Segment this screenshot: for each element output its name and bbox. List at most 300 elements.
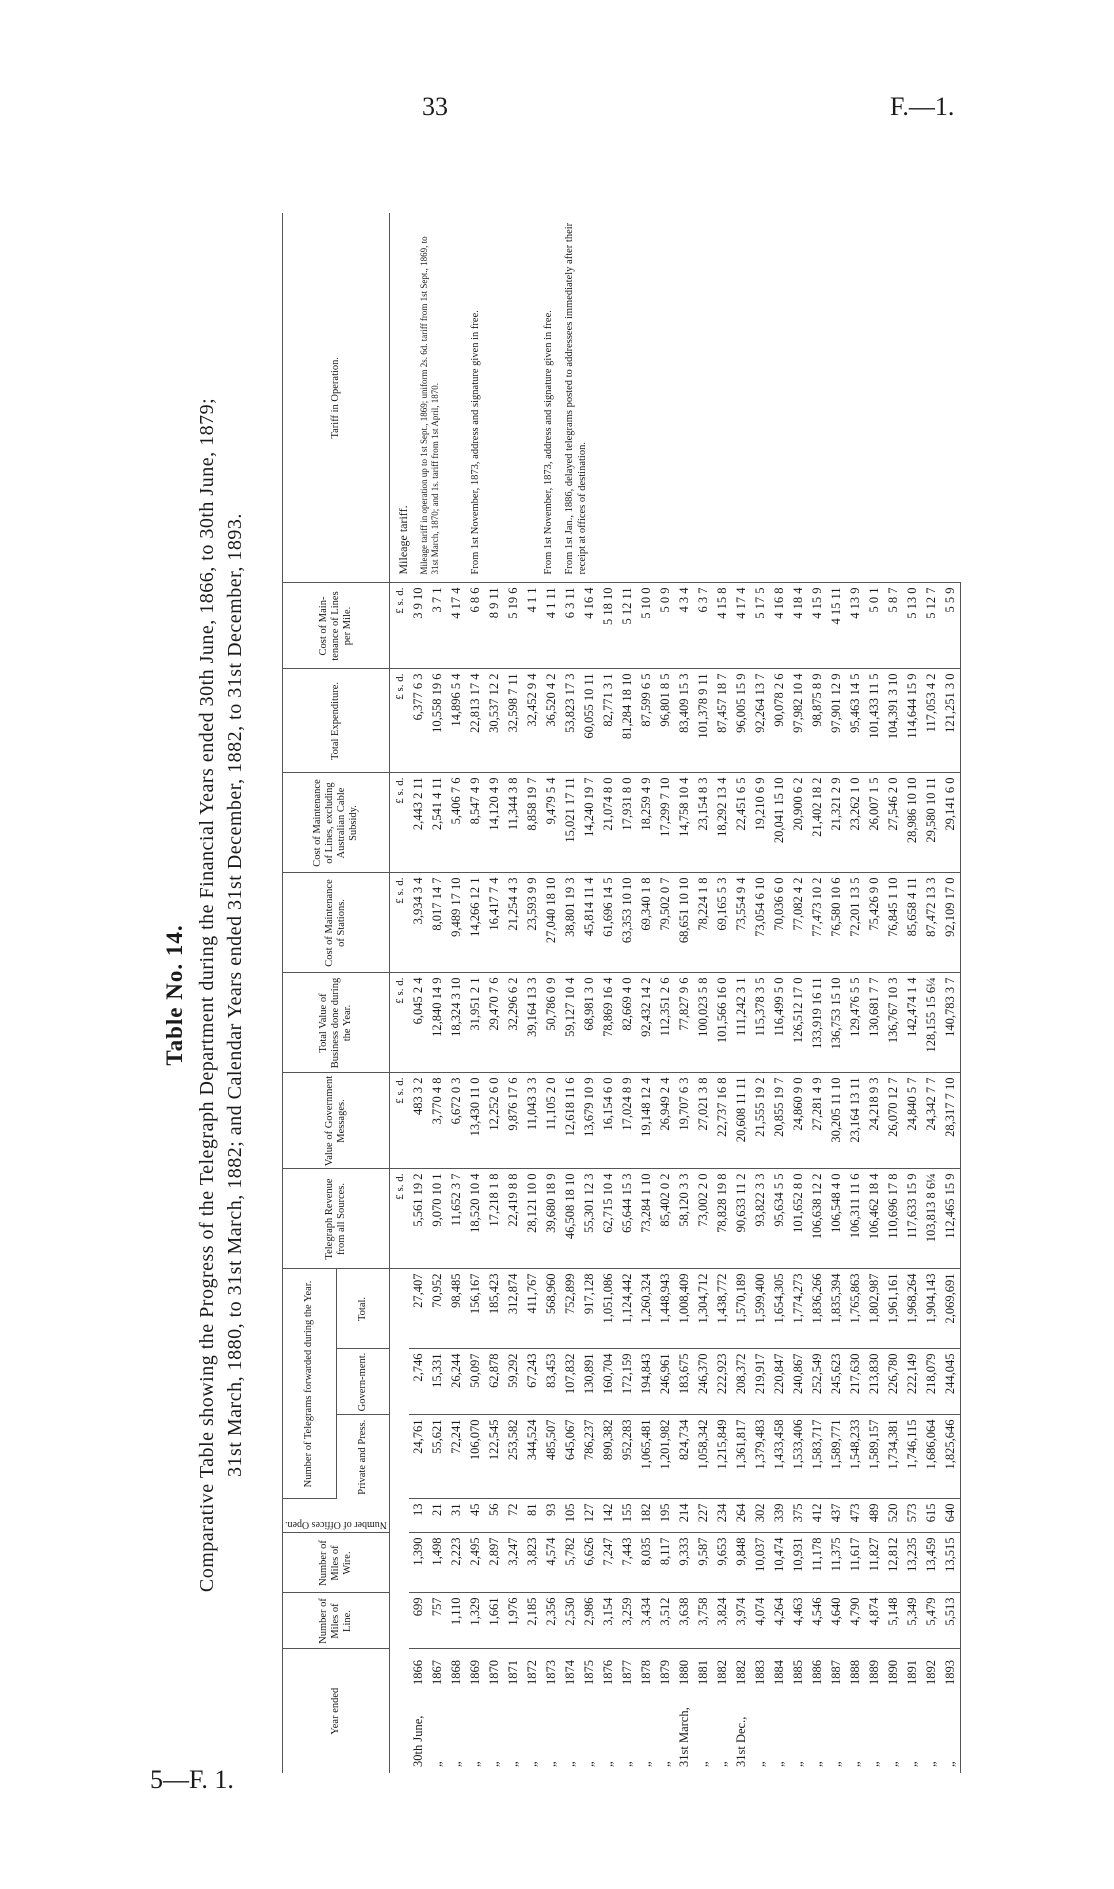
cell-miles-line: 5,148 — [884, 1593, 903, 1649]
year-ended-cell — [428, 1649, 447, 1773]
header-cost-per-mile: Cost of Main-tenance of Lines per Mile. — [283, 583, 390, 669]
cell-revenue: 62,715 10 4 — [599, 1169, 618, 1269]
cell-total: 98,485 — [447, 1269, 466, 1349]
period-label: „ — [753, 1761, 768, 1767]
cell-cost-per-mile: 4 15 11 — [827, 583, 846, 669]
year-value: 1876 — [601, 1660, 616, 1685]
cell-miles-line: 4,074 — [751, 1593, 770, 1649]
cell-offices: 473 — [846, 1499, 865, 1533]
cell-miles-wire: 5,782 — [561, 1533, 580, 1593]
cell-total-expenditure: 96,801 8 5 — [656, 669, 675, 773]
cell-miles-wire: 1,390 — [409, 1533, 428, 1593]
cell-government-value: 12,618 11 6 — [561, 1073, 580, 1169]
year-value: 1891 — [905, 1660, 920, 1685]
cell-government-value: 16,154 6 0 — [599, 1073, 618, 1169]
cell-government: 160,704 — [599, 1349, 618, 1415]
cell-total-expenditure: 87,457 18 7 — [713, 669, 732, 773]
cell-government: 246,961 — [656, 1349, 675, 1415]
units-label: £ s. d. — [390, 583, 410, 669]
year-ended-cell — [485, 1649, 504, 1773]
cell-cost-lines: 22,451 6 5 — [732, 773, 751, 873]
cell-private-press: 786,237 — [580, 1415, 599, 1499]
cell-miles-wire: 13,235 — [903, 1533, 922, 1593]
cell-private-press: 72,241 — [447, 1415, 466, 1499]
cell-business-value: 136,767 10 3 — [884, 973, 903, 1073]
cell-miles-line: 4,546 — [808, 1593, 827, 1649]
cell-offices: 195 — [656, 1499, 675, 1533]
cell-total: 1,124,442 — [618, 1269, 637, 1349]
cell-offices: 127 — [580, 1499, 599, 1533]
cell-cost-stations: 85,658 4 11 — [903, 873, 922, 973]
cell-offices: 56 — [485, 1499, 504, 1533]
year-value: 1875 — [582, 1660, 597, 1685]
cell-total: 917,128 — [580, 1269, 599, 1349]
year-ended-cell — [732, 1649, 751, 1773]
cell-business-value: 130,681 7 7 — [865, 973, 884, 1073]
header-total: Total. — [336, 1269, 390, 1349]
cell-miles-wire: 7,443 — [618, 1533, 637, 1593]
cell-government-value: 21,555 19 2 — [751, 1073, 770, 1169]
cell-revenue: 46,508 18 10 — [561, 1169, 580, 1269]
tariff-note-5: From 1st Jan., 1886, delayed telegrams posted to addressees immediately after their receipt at offices of destination. — [564, 222, 589, 575]
cell-private-press: 1,589,157 — [865, 1415, 884, 1499]
cell-revenue: 9,070 10 1 — [428, 1169, 447, 1269]
cell-miles-line: 4,463 — [789, 1593, 808, 1649]
cell-cost-stations: 63,353 10 10 — [618, 873, 637, 973]
cell-miles-wire: 12,812 — [884, 1533, 903, 1593]
cell-cost-lines: 20,041 15 10 — [770, 773, 789, 873]
cell-miles-line: 699 — [409, 1593, 428, 1649]
cell-cost-lines: 14,758 10 4 — [675, 773, 694, 873]
cell-revenue: 101,652 8 0 — [789, 1169, 808, 1269]
cell-cost-stations: 79,502 0 7 — [656, 873, 675, 973]
cell-offices: 234 — [713, 1499, 732, 1533]
cell-government: 246,370 — [694, 1349, 713, 1415]
cell-cost-lines: 11,344 3 8 — [504, 773, 523, 873]
cell-cost-lines: 15,021 17 11 — [561, 773, 580, 873]
cell-government: 208,372 — [732, 1349, 751, 1415]
header-revenue: Telegraph Revenue from all Sources. — [283, 1169, 390, 1269]
cell-total-expenditure: 32,452 9 4 — [523, 669, 542, 773]
cell-government: 107,832 — [561, 1349, 580, 1415]
year-value: 1888 — [848, 1660, 863, 1685]
cell-cost-per-mile: 5 10 0 — [637, 583, 656, 669]
cell-revenue: 73,284 1 10 — [637, 1169, 656, 1269]
cell-cost-stations: 8,017 14 7 — [428, 873, 447, 973]
cell-government: 217,630 — [846, 1349, 865, 1415]
cell-miles-line: 5,349 — [903, 1593, 922, 1649]
cell-miles-wire: 10,931 — [789, 1533, 808, 1593]
cell-cost-per-mile: 5 19 6 — [504, 583, 523, 669]
cell-total-expenditure: 6,377 6 3 — [409, 669, 428, 773]
cell-government-value: 27,281 4 9 — [808, 1073, 827, 1169]
cell-miles-wire: 3,247 — [504, 1533, 523, 1593]
cell-miles-line: 3,824 — [713, 1593, 732, 1649]
table-body — [390, 213, 961, 1773]
cell-total-expenditure: 14,896 5 4 — [447, 669, 466, 773]
cell-private-press: 1,734,381 — [884, 1415, 903, 1499]
cell-private-press: 1,201,982 — [656, 1415, 675, 1499]
cell-revenue: 90,633 11 2 — [732, 1169, 751, 1269]
cell-total: 1,599,400 — [751, 1269, 770, 1349]
header-offices — [283, 1499, 390, 1533]
cell-offices: 489 — [865, 1499, 884, 1533]
period-label: 31st March, — [677, 1707, 692, 1767]
units-spacer — [390, 1269, 410, 1773]
cell-total: 1,304,712 — [694, 1269, 713, 1349]
cell-cost-lines: 29,141 6 0 — [941, 773, 961, 873]
cell-miles-wire: 9,333 — [675, 1533, 694, 1593]
cell-offices: 640 — [941, 1499, 961, 1533]
year-value: 1887 — [829, 1660, 844, 1685]
year-value: 1878 — [639, 1660, 654, 1685]
cell-offices: 573 — [903, 1499, 922, 1533]
cell-government-value: 23,164 13 11 — [846, 1073, 865, 1169]
cell-business-value: 111,242 3 1 — [732, 973, 751, 1073]
cell-cost-lines: 17,931 8 0 — [618, 773, 637, 873]
cell-cost-stations: 16,417 7 4 — [485, 873, 504, 973]
year-value: 1877 — [620, 1660, 635, 1685]
cell-cost-stations: 14,266 12 1 — [466, 873, 485, 973]
cell-government-value: 13,430 11 0 — [466, 1073, 485, 1169]
year-ended-cell — [637, 1649, 656, 1773]
period-label: „ — [810, 1761, 825, 1767]
header-miles-line: Number of Miles of Line. — [283, 1593, 390, 1649]
year-ended-cell — [941, 1649, 961, 1773]
cell-offices: 264 — [732, 1499, 751, 1533]
cell-private-press: 253,582 — [504, 1415, 523, 1499]
cell-government-value: 483 3 2 — [409, 1073, 428, 1169]
cell-total-expenditure: 30,537 12 2 — [485, 669, 504, 773]
period-label: „ — [848, 1761, 863, 1767]
cell-total-expenditure: 95,463 14 5 — [846, 669, 865, 773]
cell-government: 252,549 — [808, 1349, 827, 1415]
cell-offices: 182 — [637, 1499, 656, 1533]
cell-cost-per-mile: 4 13 9 — [846, 583, 865, 669]
cell-total-expenditure: 32,598 7 11 — [504, 669, 523, 773]
cell-cost-lines: 23,154 8 3 — [694, 773, 713, 873]
cell-private-press: 344,524 — [523, 1415, 542, 1499]
header-cost-stations: Cost of Maintenance of Stations. — [283, 873, 390, 973]
cell-government: 222,149 — [903, 1349, 922, 1415]
cell-revenue: 112,465 15 9 — [941, 1169, 961, 1269]
period-label: 31st Dec., — [734, 1716, 749, 1767]
cell-total-expenditure: 60,055 10 11 — [580, 669, 599, 773]
cell-government: 130,891 — [580, 1349, 599, 1415]
cell-business-value: 77,827 9 6 — [675, 973, 694, 1073]
year-ended-cell — [884, 1649, 903, 1773]
table-title-line-2: 31st March, 1880, to 31st March, 1882; and Calendar Years ended 31st December, 1882, to 31st December, 1893. — [224, 513, 246, 1477]
cell-offices: 302 — [751, 1499, 770, 1533]
cell-government: 183,675 — [675, 1349, 694, 1415]
header-government-value: Value of Government Messages. — [283, 1073, 390, 1169]
cell-cost-stations: 38,801 19 3 — [561, 873, 580, 973]
cell-miles-line: 1,661 — [485, 1593, 504, 1649]
cell-total-expenditure: 53,823 17 3 — [561, 669, 580, 773]
cell-business-value: 32,296 6 2 — [504, 973, 523, 1073]
year-ended-cell — [865, 1649, 884, 1773]
year-value: 1893 — [943, 1660, 958, 1685]
cell-cost-stations: 23,593 9 9 — [523, 873, 542, 973]
cell-government-value: 22,737 16 8 — [713, 1073, 732, 1169]
page-number: 33 — [422, 92, 448, 121]
cell-miles-line: 2,986 — [580, 1593, 599, 1649]
cell-business-value: 100,023 5 8 — [694, 973, 713, 1073]
cell-cost-per-mile: 4 1 11 — [542, 583, 561, 669]
header-tariff: Tariff in Operation. — [283, 213, 390, 583]
cell-cost-lines: 27,546 2 0 — [884, 773, 903, 873]
year-value: 1870 — [487, 1660, 502, 1685]
cell-revenue: 58,120 3 3 — [675, 1169, 694, 1269]
cell-cost-lines: 29,580 10 11 — [922, 773, 941, 873]
cell-cost-stations: 76,580 10 6 — [827, 873, 846, 973]
year-ended-cell — [656, 1649, 675, 1773]
cell-cost-stations: 73,554 9 4 — [732, 873, 751, 973]
year-value: 1873 — [544, 1660, 559, 1685]
cell-business-value: 140,783 3 7 — [941, 973, 961, 1073]
sheet-mark: 5—F. 1. — [150, 1765, 234, 1794]
cell-cost-per-mile: 5 5 9 — [941, 583, 961, 669]
cell-cost-stations: 75,426 9 0 — [865, 873, 884, 973]
cell-cost-stations: 87,472 13 3 — [922, 873, 941, 973]
period-label: „ — [430, 1761, 445, 1767]
cell-cost-per-mile: 4 17 4 — [447, 583, 466, 669]
header-miles-wire: Number of Miles of Wire. — [283, 1533, 390, 1593]
cell-cost-per-mile: 4 1 1 — [523, 583, 542, 669]
period-label: „ — [544, 1761, 559, 1767]
cell-total: 70,952 — [428, 1269, 447, 1349]
cell-total: 1,051,086 — [599, 1269, 618, 1349]
cell-government-value: 11,043 3 3 — [523, 1073, 542, 1169]
cell-business-value: 133,919 16 11 — [808, 973, 827, 1073]
cell-total: 1,448,943 — [656, 1269, 675, 1349]
cell-miles-wire: 4,574 — [542, 1533, 561, 1593]
cell-miles-line: 3,512 — [656, 1593, 675, 1649]
cell-government: 172,159 — [618, 1349, 637, 1415]
cell-cost-stations: 73,054 6 10 — [751, 873, 770, 973]
period-label: „ — [601, 1761, 616, 1767]
header-total-expenditure: Total Expenditure. — [283, 669, 390, 773]
cell-total-expenditure: 36,520 4 2 — [542, 669, 561, 773]
cell-total-expenditure: 83,409 15 3 — [675, 669, 694, 773]
cell-cost-stations: 72,201 13 5 — [846, 873, 865, 973]
cell-private-press: 1,686,064 — [922, 1415, 941, 1499]
year-value: 1871 — [506, 1660, 521, 1685]
cell-government: 213,830 — [865, 1349, 884, 1415]
cell-miles-line: 1,976 — [504, 1593, 523, 1649]
cell-miles-wire: 1,498 — [428, 1533, 447, 1593]
cell-private-press: 106,070 — [466, 1415, 485, 1499]
cell-offices: 21 — [428, 1499, 447, 1533]
header-cost-lines: Cost of Maintenance of Lines, excluding Australian Cable Subsidy. — [283, 773, 390, 873]
cell-business-value: 6,045 2 4 — [409, 973, 428, 1073]
cell-total: 27,407 — [409, 1269, 428, 1349]
cell-total: 1,765,863 — [846, 1269, 865, 1349]
period-label: „ — [791, 1761, 806, 1767]
period-label: „ — [658, 1761, 673, 1767]
cell-miles-wire: 11,617 — [846, 1533, 865, 1593]
cell-business-value: 101,566 16 0 — [713, 973, 732, 1073]
cell-offices: 45 — [466, 1499, 485, 1533]
cell-cost-lines: 18,292 13 4 — [713, 773, 732, 873]
year-value: 1879 — [658, 1660, 673, 1685]
cell-government-value: 26,070 12 7 — [884, 1073, 903, 1169]
cell-cost-per-mile: 6 3 7 — [694, 583, 713, 669]
tariff-note-1: Mileage tariff. — [396, 505, 411, 575]
cell-miles-line: 3,638 — [675, 1593, 694, 1649]
year-ended-cell — [504, 1649, 523, 1773]
year-value: 1889 — [867, 1660, 882, 1685]
cell-business-value: 50,786 0 9 — [542, 973, 561, 1073]
cell-private-press: 485,507 — [542, 1415, 561, 1499]
year-ended-cell — [694, 1649, 713, 1773]
cell-total: 1,836,266 — [808, 1269, 827, 1349]
units-label: £ s. d. — [390, 1073, 410, 1169]
cell-government-value: 24,218 9 3 — [865, 1073, 884, 1169]
cell-miles-line: 4,640 — [827, 1593, 846, 1649]
cell-government-value: 30,205 11 10 — [827, 1073, 846, 1169]
cell-private-press: 1,583,717 — [808, 1415, 827, 1499]
cell-offices: 31 — [447, 1499, 466, 1533]
cell-total: 1,961,161 — [884, 1269, 903, 1349]
year-ended-cell — [409, 1649, 428, 1773]
cell-business-value: 18,324 3 10 — [447, 973, 466, 1073]
year-ended-cell — [751, 1649, 770, 1773]
cell-revenue: 95,634 5 5 — [770, 1169, 789, 1269]
cell-government: 26,244 — [447, 1349, 466, 1415]
cell-government-value: 6,672 0 3 — [447, 1073, 466, 1169]
year-ended-cell — [675, 1649, 694, 1773]
tariff-note-2: Mileage tariff in operation up to 1st Sept., 1869; uniform 2s. 6d. tariff from 1st Sept., 1869, to 31st March, 1870; and 1s. tariff from 1st April, 1870. — [419, 236, 441, 575]
cell-private-press: 1,746,115 — [903, 1415, 922, 1499]
period-label: „ — [487, 1761, 502, 1767]
cell-revenue: 85,402 0 2 — [656, 1169, 675, 1269]
cell-government-value: 24,860 9 0 — [789, 1073, 808, 1169]
cell-total: 1,260,324 — [637, 1269, 656, 1349]
cell-government: 59,292 — [504, 1349, 523, 1415]
cell-revenue: 28,121 10 0 — [523, 1169, 542, 1269]
cell-total-expenditure: 98,875 8 9 — [808, 669, 827, 773]
cell-private-press: 1,589,771 — [827, 1415, 846, 1499]
cell-miles-line: 3,974 — [732, 1593, 751, 1649]
cell-government: 15,331 — [428, 1349, 447, 1415]
header-government: Govern-ment. — [336, 1349, 390, 1415]
year-ended-cell — [599, 1649, 618, 1773]
cell-total: 1,774,273 — [789, 1269, 808, 1349]
cell-government: 218,079 — [922, 1349, 941, 1415]
cell-offices: 437 — [827, 1499, 846, 1533]
cell-government-value: 20,855 19 7 — [770, 1073, 789, 1169]
cell-cost-lines: 21,402 18 2 — [808, 773, 827, 873]
year-value: 1890 — [886, 1660, 901, 1685]
cell-business-value: 68,981 3 0 — [580, 973, 599, 1073]
tariff-note-3: From 1st November, 1873, address and signature given in free. — [470, 310, 482, 575]
cell-offices: 227 — [694, 1499, 713, 1533]
cell-cost-lines: 2,541 4 11 — [428, 773, 447, 873]
year-ended-cell — [827, 1649, 846, 1773]
cell-business-value: 82,669 4 0 — [618, 973, 637, 1073]
year-value: 1869 — [468, 1660, 483, 1685]
year-ended-cell — [922, 1649, 941, 1773]
cell-offices: 214 — [675, 1499, 694, 1533]
year-value: 1867 — [430, 1660, 445, 1685]
cell-cost-stations: 3,934 3 4 — [409, 873, 428, 973]
units-label: £ s. d. — [390, 669, 410, 773]
cell-business-value: 29,470 7 6 — [485, 973, 504, 1073]
period-label: „ — [829, 1761, 844, 1767]
year-ended-cell — [770, 1649, 789, 1773]
cell-total-expenditure: 97,982 10 4 — [789, 669, 808, 773]
units-row — [390, 213, 410, 1773]
period-label: „ — [886, 1761, 901, 1767]
cell-private-press: 1,548,233 — [846, 1415, 865, 1499]
units-label: £ s. d. — [390, 973, 410, 1073]
header-business-value: Total Value of Business done during the Year. — [283, 973, 390, 1073]
cell-miles-line: 4,874 — [865, 1593, 884, 1649]
cell-miles-line: 1,329 — [466, 1593, 485, 1649]
cell-revenue: 110,696 17 8 — [884, 1169, 903, 1269]
cell-business-value: 12,840 14 9 — [428, 973, 447, 1073]
cell-offices: 339 — [770, 1499, 789, 1533]
cell-private-press: 824,734 — [675, 1415, 694, 1499]
cell-offices: 520 — [884, 1499, 903, 1533]
year-value: 1868 — [449, 1660, 464, 1685]
cell-revenue: 73,002 2 0 — [694, 1169, 713, 1269]
year-ended-cell — [561, 1649, 580, 1773]
cell-cost-stations: 61,696 14 5 — [599, 873, 618, 973]
cell-cost-lines: 8,858 19 7 — [523, 773, 542, 873]
cell-total-expenditure: 104,391 3 10 — [884, 669, 903, 773]
cell-total: 1,438,772 — [713, 1269, 732, 1349]
cell-offices: 615 — [922, 1499, 941, 1533]
units-label: £ s. d. — [390, 873, 410, 973]
cell-cost-stations: 76,845 1 10 — [884, 873, 903, 973]
period-label: „ — [715, 1761, 730, 1767]
cell-cost-per-mile: 5 8 7 — [884, 583, 903, 669]
cell-miles-line: 4,790 — [846, 1593, 865, 1649]
cell-total: 185,423 — [485, 1269, 504, 1349]
cell-cost-per-mile: 4 15 8 — [713, 583, 732, 669]
cell-cost-lines: 19,210 6 9 — [751, 773, 770, 873]
cell-business-value: 136,753 15 10 — [827, 973, 846, 1073]
cell-cost-stations: 69,165 5 3 — [713, 873, 732, 973]
cell-miles-line: 3,154 — [599, 1593, 618, 1649]
cell-revenue: 106,548 4 0 — [827, 1169, 846, 1269]
cell-offices: 72 — [504, 1499, 523, 1533]
cell-cost-per-mile: 4 18 4 — [789, 583, 808, 669]
cell-total: 1,904,143 — [922, 1269, 941, 1349]
cell-total: 1,570,189 — [732, 1269, 751, 1349]
year-ended-cell — [808, 1649, 827, 1773]
cell-miles-wire: 10,474 — [770, 1533, 789, 1593]
cell-total: 312,874 — [504, 1269, 523, 1349]
cell-cost-per-mile: 5 17 5 — [751, 583, 770, 669]
cell-government-value: 24,840 5 7 — [903, 1073, 922, 1169]
year-value: 1880 — [677, 1660, 692, 1685]
cell-cost-lines: 28,986 10 10 — [903, 773, 922, 873]
cell-miles-wire: 11,827 — [865, 1533, 884, 1593]
cell-cost-lines: 26,007 1 5 — [865, 773, 884, 873]
year-value: 1874 — [563, 1660, 578, 1685]
cell-business-value: 59,127 10 4 — [561, 973, 580, 1073]
cell-revenue: 11,652 3 7 — [447, 1169, 466, 1269]
cell-revenue: 65,644 15 3 — [618, 1169, 637, 1269]
cell-business-value: 31,951 2 1 — [466, 973, 485, 1073]
cell-government: 67,243 — [523, 1349, 542, 1415]
cell-offices: 81 — [523, 1499, 542, 1533]
cell-private-press: 1,058,342 — [694, 1415, 713, 1499]
year-value: 1885 — [791, 1660, 806, 1685]
